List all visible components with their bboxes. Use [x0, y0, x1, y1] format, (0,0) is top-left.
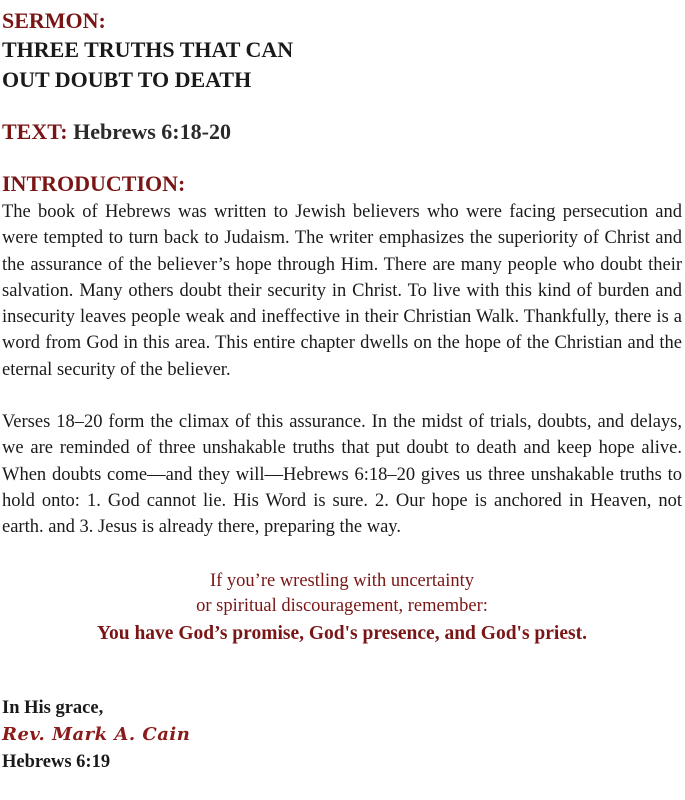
callout-line-2: or spiritual discouragement, remember: — [196, 595, 488, 616]
salutation: In His grace, — [2, 697, 104, 718]
scripture-reference: Hebrews 6:18-20 — [73, 119, 231, 144]
sermon-label: SERMON: — [2, 8, 106, 33]
callout-line-1: If you’re wrestling with uncertainty — [209, 570, 475, 591]
signature: Rev. Mark A. Cain — [2, 723, 191, 745]
sermon-title-line-1: THREE TRUTHS THAT CAN — [2, 37, 294, 62]
sermon-header — [2, 6, 682, 95]
callout-emphasis: You have God’s promise, God's presence, and God's priest. — [97, 622, 587, 644]
callout — [2, 569, 682, 649]
closing-verse: Hebrews 6:19 — [2, 751, 111, 772]
introduction-heading: INTRODUCTION: — [2, 171, 186, 196]
scripture-text — [2, 117, 682, 147]
closing-block — [2, 696, 682, 775]
introduction-paragraph-1: The book of Hebrews was written to Jewish believers who were facing persecution and were tempted to turn back to Judaism. The writer emphasizes the superiority of Christ and the assurance of the believer’s hope through Him. There are many people who doubt their salvation. Many others doubt their security in Christ. To live with this kind of burden and insecurity leaves people weak and ineffective in their Christian Walk. Thankfully, there is a word from God in this area. This entire chapter dwells on the hope of the Christian and the eternal security of the believer. — [2, 202, 682, 380]
sermon-title-line-2: OUT DOUBT TO DEATH — [2, 67, 252, 92]
introduction-paragraph-2: Verses 18–20 form the climax of this assurance. In the midst of trials, doubts, and delays, we are reminded of three unshakable truths that put doubt to death and keep hope alive. When doubts come—and they will—Hebrews 6:18–20 gives us three unshakable truths to hold onto: 1. God cannot lie. His Word is sure. 2. Our hope is anchored in Heaven, not earth. and 3. Jesus is already there, preparing the way. — [2, 412, 682, 538]
text-label: TEXT: — [2, 119, 68, 144]
